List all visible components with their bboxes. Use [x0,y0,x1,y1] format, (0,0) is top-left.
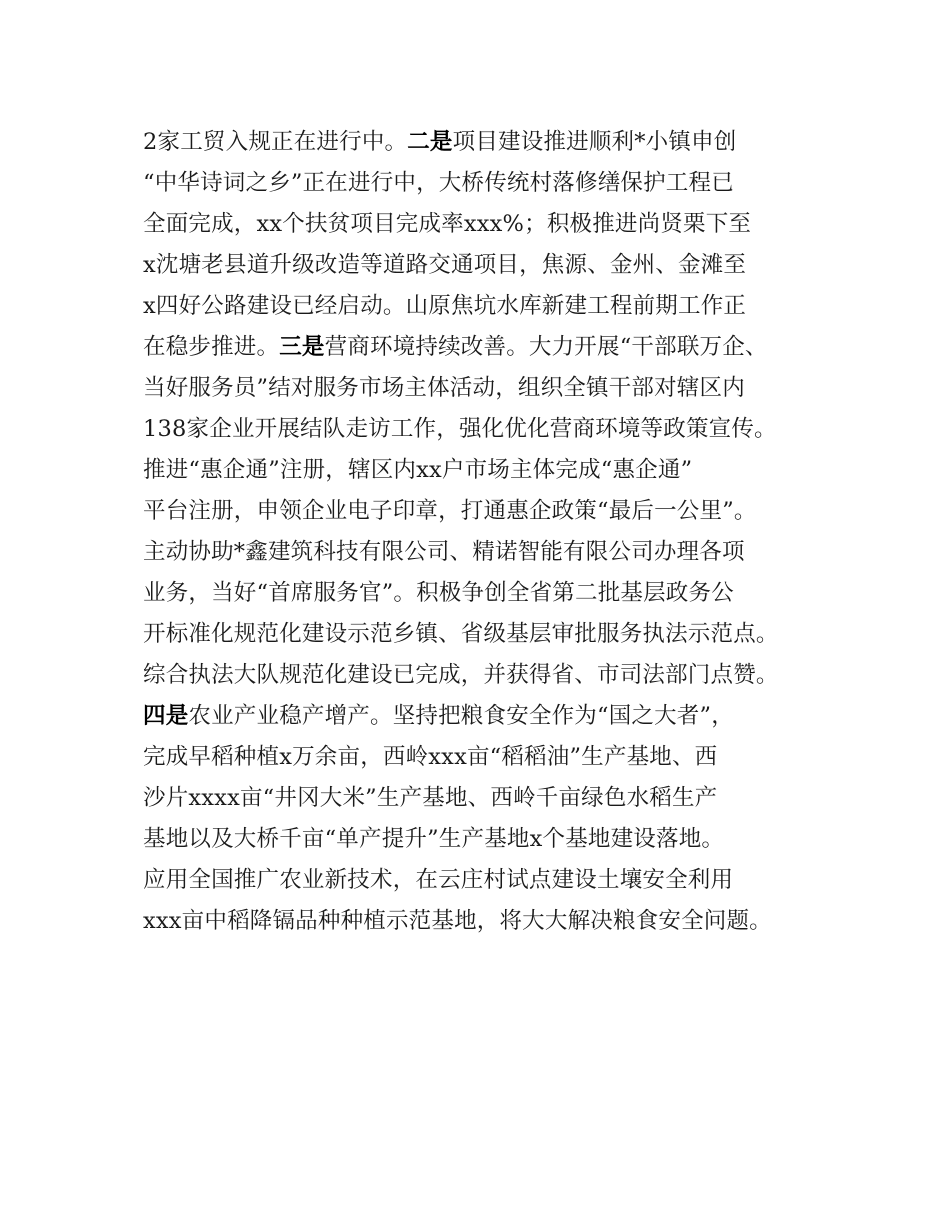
text-segment: 营商环境持续改善。大力开展“干部联万企、 [324,334,768,360]
text-line [143,245,833,286]
text-line [143,819,833,860]
text-line [143,491,833,532]
text-segment: 完成早稻种植x万余亩，西岭xxx亩“稻稻油”生产基地、西 [143,744,718,770]
text-line [143,368,833,409]
text-line [143,737,833,778]
text-line [143,778,833,819]
section-marker: 三是 [279,334,325,360]
text-line [143,696,833,737]
text-segment: xxx亩中稻降镉品种种植示范基地，将大大解决粮食安全问题。 [143,908,772,934]
text-segment: 综合执法大队规范化建设已完成，并获得省、市司法部门点赞。 [143,662,779,688]
document-body [143,122,833,942]
text-segment: 平台注册，申领企业电子印章，打通惠企政策“最后一公里”。 [143,498,757,524]
text-line [143,327,833,368]
text-line [143,655,833,696]
text-line [143,901,833,942]
text-line [143,204,833,245]
text-line [143,122,833,163]
text-segment: 在稳步推进。 [143,334,280,360]
text-segment: “中华诗词之乡”正在进行中，大桥传统村落修缮保护工程已 [143,170,734,196]
text-line [143,860,833,901]
text-segment: 当好服务员”结对服务市场主体活动，组织全镇干部对辖区内 [143,375,745,401]
text-line [143,409,833,450]
text-segment: 沙片xxxx亩“井冈大米”生产基地、西岭千亩绿色水稻生产 [143,785,718,811]
text-segment: 业务，当好“首席服务官”。积极争创全省第二批基层政务公 [143,580,734,606]
text-line [143,573,833,614]
text-segment: 推进“惠企通”注册，辖区内xx户市场主体完成“惠企通” [143,457,693,483]
text-line [143,286,833,327]
text-segment: 主动协助*鑫建筑科技有限公司、精诺智能有限公司办理各项 [143,539,745,565]
text-line [143,532,833,573]
text-segment: 全面完成，xx个扶贫项目完成率xxx%；积极推进尚贤栗下至 [143,211,752,237]
text-line [143,450,833,491]
text-segment: x沈塘老县道升级改造等道路交通项目，焦源、金州、金滩至 [143,252,747,278]
section-marker: 四是 [143,703,189,729]
text-segment: 开标准化规范化建设示范乡镇、省级基层审批服务执法示范点。 [143,621,779,647]
text-line [143,163,833,204]
text-segment: 基地以及大桥千亩“单产提升”生产基地x个基地建设落地。 [143,826,725,852]
text-segment: x四好公路建设已经启动。山原焦坑水库新建工程前期工作正 [143,293,747,319]
text-segment: 农业产业稳产增产。坚持把粮食安全作为“国之大者”， [188,703,734,729]
text-segment: 138家企业开展结队走访工作，强化优化营商环境等政策宣传。 [143,416,777,442]
section-marker: 二是 [407,129,453,155]
text-line [143,614,833,655]
text-segment: 项目建设推进顺利*小镇申创 [452,129,737,155]
text-segment: 2家工贸入规正在进行中。 [143,129,408,155]
text-segment: 应用全国推广农业新技术，在云庄村试点建设土壤安全利用 [143,867,734,893]
